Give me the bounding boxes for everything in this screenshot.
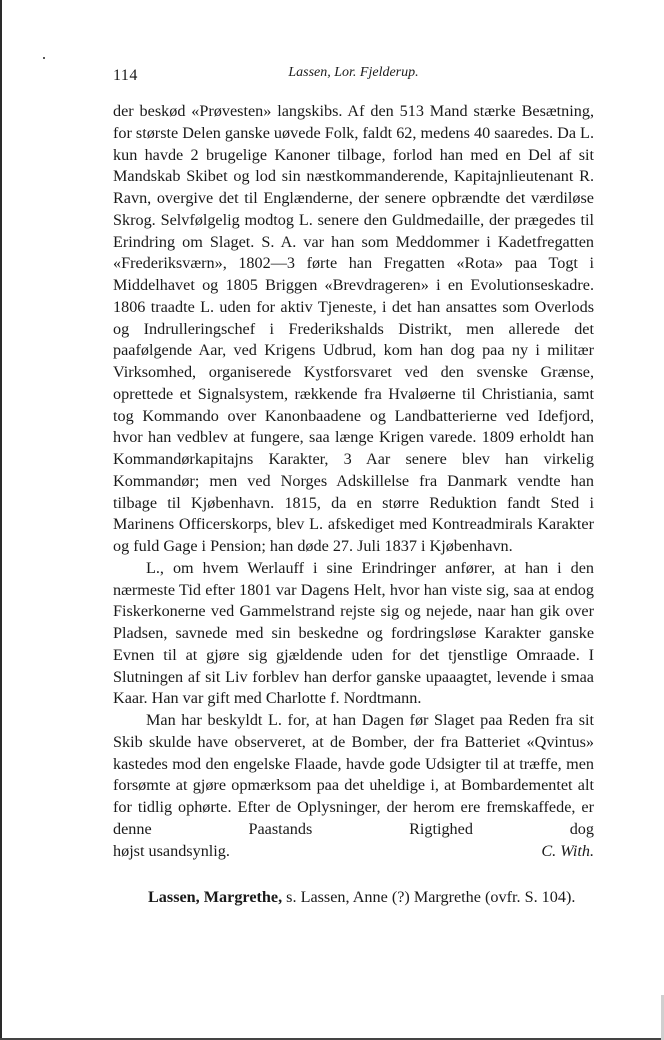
author-signature: C. With. [541,841,594,860]
article-body [113,101,594,862]
running-title: Lassen, Lor. Fjelderup. [288,65,419,80]
closing-line [113,841,594,863]
scan-speck [43,57,45,59]
paragraph-2: L., om hvem Werlauff i sine Erindringer anfører, at han i den nærmeste Tid efter 1801 var Dagens Helt, hvor han viste sig, saa at endog Fiskerkonerne ved Gammelstrand rejste sig og nejede, naar han gik over Pladsen, savnede med sin beskedne og fordringsløse Karakter ganske Evnen til at gjøre sig gjældende uden for det tjenstlige Omraade. I Slutningen af sit Liv forblev han derfor ganske upaaagtet, levende i smaa Kaar. Han var gift med Charlotte f. Nordtmann. [113,558,594,708]
scan-left-edge [0,0,2,1040]
running-head [113,64,594,86]
book-page [113,64,594,908]
paragraph-1: der beskød «Prøvesten» langskibs. Af den 513 Mand stærke Besætning, for største Delen ganske uøvede Folk, faldt 62, medens 40 saaredes. Da L. kun havde 2 brugelige Kanoner tilbage, forlod han med en Del af sit Mandskab Skibet og lod sin næstkommanderende, Kapitajnlieutenant R. Ravn, overgive det til Englænderne, der senere opbrændte det værdiløse Skrog. Selvfølgelig modtog L. senere den Guldmedaille, der prægedes til Erindring om Slaget. S. A. var han som Meddommer i Kadetfregatten «Frederiksværn», 1802—3 førte han Fregatten «Rota» paa Togt i Middelhavet og 1805 Briggen «Brevdrageren» i en Evolutionseskadre. 1806 traadte L. uden for aktiv Tjeneste, i det han ansattes som Overlods og Indrulleringschef i Frederikshalds Distrikt, men allerede det paafølgende Aar, ved Krigens Udbrud, kom han dog paa ny i militær Virksomhed, organiserede Kystforsvaret ved den svenske Grænse, oprettede et Signalsystem, rækkende fra Hvaløerne til Christiania, samt tog Kommando over Kanonbaadene og Landbatterierne ved Idefjord, hvor han vedblev at fungere, saa længe Krigen varede. 1809 erholdt han Kommandørkapitajns Karakter, 3 Aar senere blev han virkelig Kommandør; men ved Norges Adskillelse fra Danmark vendte han tilbage til Kjøbenhavn. 1815, da en større Reduktion fandt Sted i Marinens Officerskorps, blev L. afskediget med Kontreadmirals Karakter og fuld Gage i Pension; han døde 27. Juli 1837 i Kjøbenhavn. [113,102,594,555]
paragraph-3: Man har beskyldt L. for, at han Dagen før Slaget paa Reden fra sit Skib skulde have observeret, at de Bomber, der fra Batteriet «Qvintus» kastedes mod den engelske Flaade, havde gode Udsigter til at træffe, men forsømte at gjøre opmærksom paa det uheldige i, at Bombardementet alt for tidlig ophørte. Efter de Oplysninger, der herom ere fremskaffede, er denne Paastands Rigtighed dog [113,711,594,838]
cross-reference-entry [113,886,594,908]
entry-reference: s. Lassen, Anne (?) Margrethe (ovfr. S. 104). [282,888,576,907]
paragraph-3-last-line: højst usandsynlig. [113,841,230,860]
entry-name: Lassen, Margrethe, [148,888,283,907]
page-number: 114 [113,67,138,84]
